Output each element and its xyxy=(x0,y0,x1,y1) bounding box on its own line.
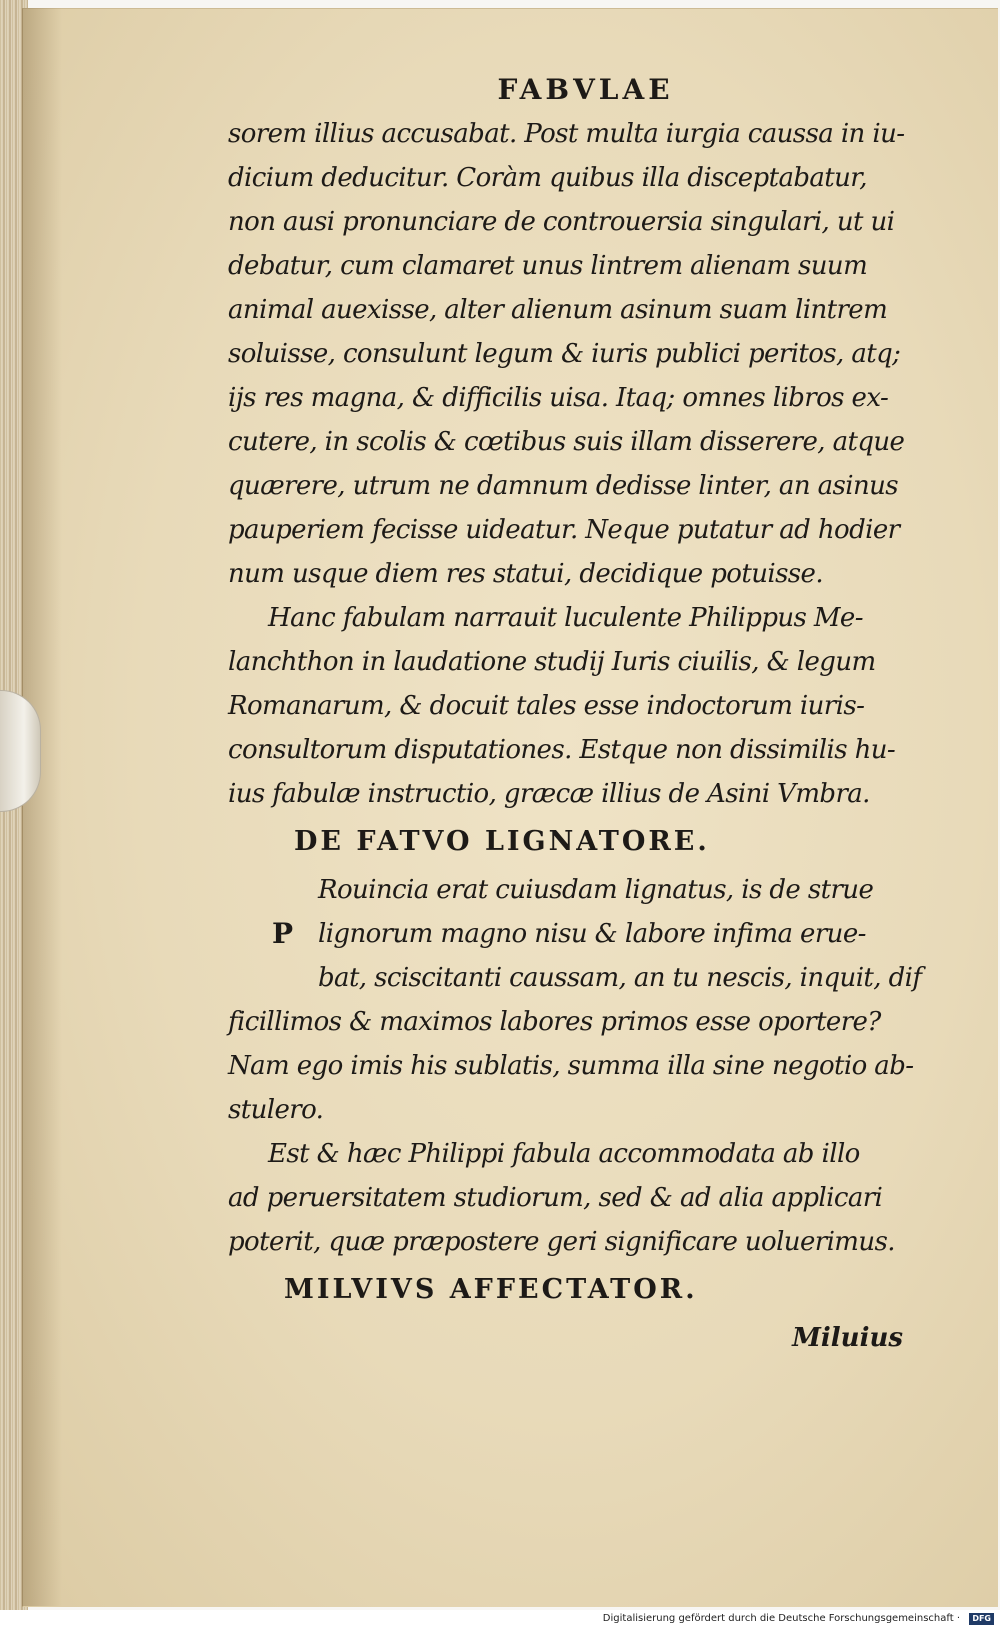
text-line: debatur, cum clamaret unus lintrem alienam suum xyxy=(228,251,868,281)
text-line: lanchthon in laudatione studij Iuris ciuilis, & legum xyxy=(228,647,876,677)
text-line: Nam ego imis his sublatis, summa illa sine negotio ab- xyxy=(228,1051,914,1081)
text-line: lignorum magno nisu & labore infima erue- xyxy=(318,919,866,949)
text-line: sorem illius accusabat. Post multa iurgia caussa in iu- xyxy=(228,119,905,149)
section-heading: DE FATVO LIGNATORE. xyxy=(294,826,710,857)
text-line: stulero. xyxy=(228,1095,324,1125)
funding-credit: Digitalisierung gefördert durch die Deutsche Forschungsgemeinschaft · xyxy=(602,1613,960,1624)
running-head: FABVLAE xyxy=(497,73,674,106)
text-line: num usque diem res statui, decidique potuisse. xyxy=(228,559,824,589)
text-line: ius fabulæ instructio, græcæ illius de Asini Vmbra. xyxy=(228,779,870,809)
text-line: cutere, in scolis & cœtibus suis illam disserere, atque xyxy=(228,427,905,457)
text-line: Romanarum, & docuit tales esse indoctorum iuris- xyxy=(228,691,865,721)
text-line: soluisse, consulunt legum & iuris publici peritos, atq; xyxy=(228,339,901,369)
text-line: animal auexisse, alter alienum asinum suam lintrem xyxy=(228,295,888,325)
text-line: poterit, quæ præpostere geri significare uoluerimus. xyxy=(228,1227,895,1257)
text-line: ficillimos & maximos labores primos esse oportere? xyxy=(228,1007,881,1037)
text-line: Est & hæc Philippi fabula accommodata ab illo xyxy=(268,1139,860,1169)
text-line: dicium deducitur. Coràm quibus illa disceptabatur, xyxy=(228,163,867,193)
dfg-logo: DFG xyxy=(969,1613,994,1625)
text-line: ijs res magna, & difficilis uisa. Itaq; omnes libros ex- xyxy=(228,383,889,413)
text-line: consultorum disputationes. Estque non dissimilis hu- xyxy=(228,735,896,765)
text-block xyxy=(228,70,922,1360)
text-line: quærere, utrum ne damnum dedisse linter, an asinus xyxy=(228,471,899,501)
text-line: Hanc fabulam narrauit luculente Philippus Me- xyxy=(268,603,863,633)
text-line: pauperiem fecisse uideatur. Neque putatur ad hodier xyxy=(228,515,900,545)
section-body xyxy=(228,868,922,1132)
drop-cap: P xyxy=(272,917,294,950)
digitization-footer xyxy=(0,1610,1000,1628)
catchword: Miluius xyxy=(792,1323,903,1353)
text-line: Rouincia erat cuiusdam lignatus, is de strue xyxy=(318,875,874,905)
text-line: non ausi pronunciare de controuersia singulari, ut ui xyxy=(228,207,895,237)
gutter-shadow xyxy=(22,8,62,1606)
text-line: ad peruersitatem studiorum, sed & ad alia applicari xyxy=(228,1183,883,1213)
text-line: bat, sciscitanti caussam, an tu nescis, inquit, dif xyxy=(318,963,922,993)
section-heading: MILVIVS AFFECTATOR. xyxy=(284,1274,698,1305)
